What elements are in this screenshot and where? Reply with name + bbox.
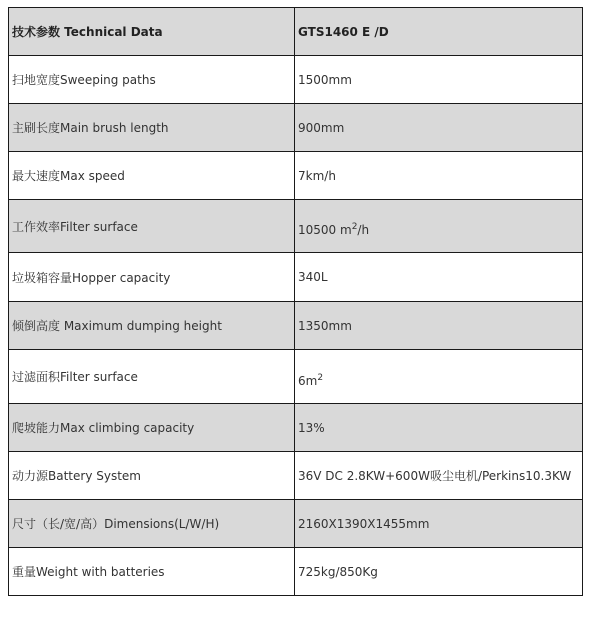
spec-label: 过滤面积Filter surface [9, 350, 295, 404]
spec-value: 7km/h [295, 152, 583, 200]
header-model-cell: GTS1460 E /D [295, 8, 583, 56]
spec-value [295, 350, 583, 404]
header-label-cell: 技术参数 Technical Data [9, 8, 295, 56]
spec-value: 900mm [295, 104, 583, 152]
table-row [9, 152, 583, 200]
value-main: 10500 m [298, 223, 352, 237]
table-row [9, 404, 583, 452]
table-row [9, 452, 583, 500]
spec-label: 主刷长度Main brush length [9, 104, 295, 152]
table-row [9, 56, 583, 104]
value-main: 6m [298, 373, 318, 388]
spec-value [295, 200, 583, 253]
table-row [9, 200, 583, 253]
table-row [9, 253, 583, 302]
spec-table [8, 7, 583, 596]
spec-label: 最大速度Max speed [9, 152, 295, 200]
spec-value: 36V DC 2.8KW+600W吸尘电机/Perkins10.3KW [295, 452, 583, 500]
spec-label: 倾倒高度 Maximum dumping height [9, 302, 295, 350]
spec-value: 1350mm [295, 302, 583, 350]
table-row [9, 302, 583, 350]
spec-label: 动力源Battery System [9, 452, 295, 500]
spec-value: 725kg/850Kg [295, 548, 583, 596]
value-superscript: 2 [351, 222, 358, 232]
table-row [9, 350, 583, 404]
table-row [9, 500, 583, 548]
table-row [9, 548, 583, 596]
table-header-row [9, 8, 583, 56]
spec-label: 扫地宽度Sweeping paths [9, 56, 295, 104]
spec-label: 爬坡能力Max climbing capacity [9, 404, 295, 452]
spec-label: 尺寸（长/宽/高）Dimensions(L/W/H) [9, 500, 295, 548]
spec-value: 340L [295, 253, 583, 302]
spec-label: 垃圾箱容量Hopper capacity [9, 253, 295, 302]
value-unit-tail: /h [357, 223, 370, 237]
spec-label: 工作效率Filter surface [9, 200, 295, 253]
spec-label: 重量Weight with batteries [9, 548, 295, 596]
spec-value: 2160X1390X1455mm [295, 500, 583, 548]
value-superscript: 2 [317, 372, 324, 383]
table-row [9, 104, 583, 152]
spec-value: 1500mm [295, 56, 583, 104]
spec-value: 13% [295, 404, 583, 452]
